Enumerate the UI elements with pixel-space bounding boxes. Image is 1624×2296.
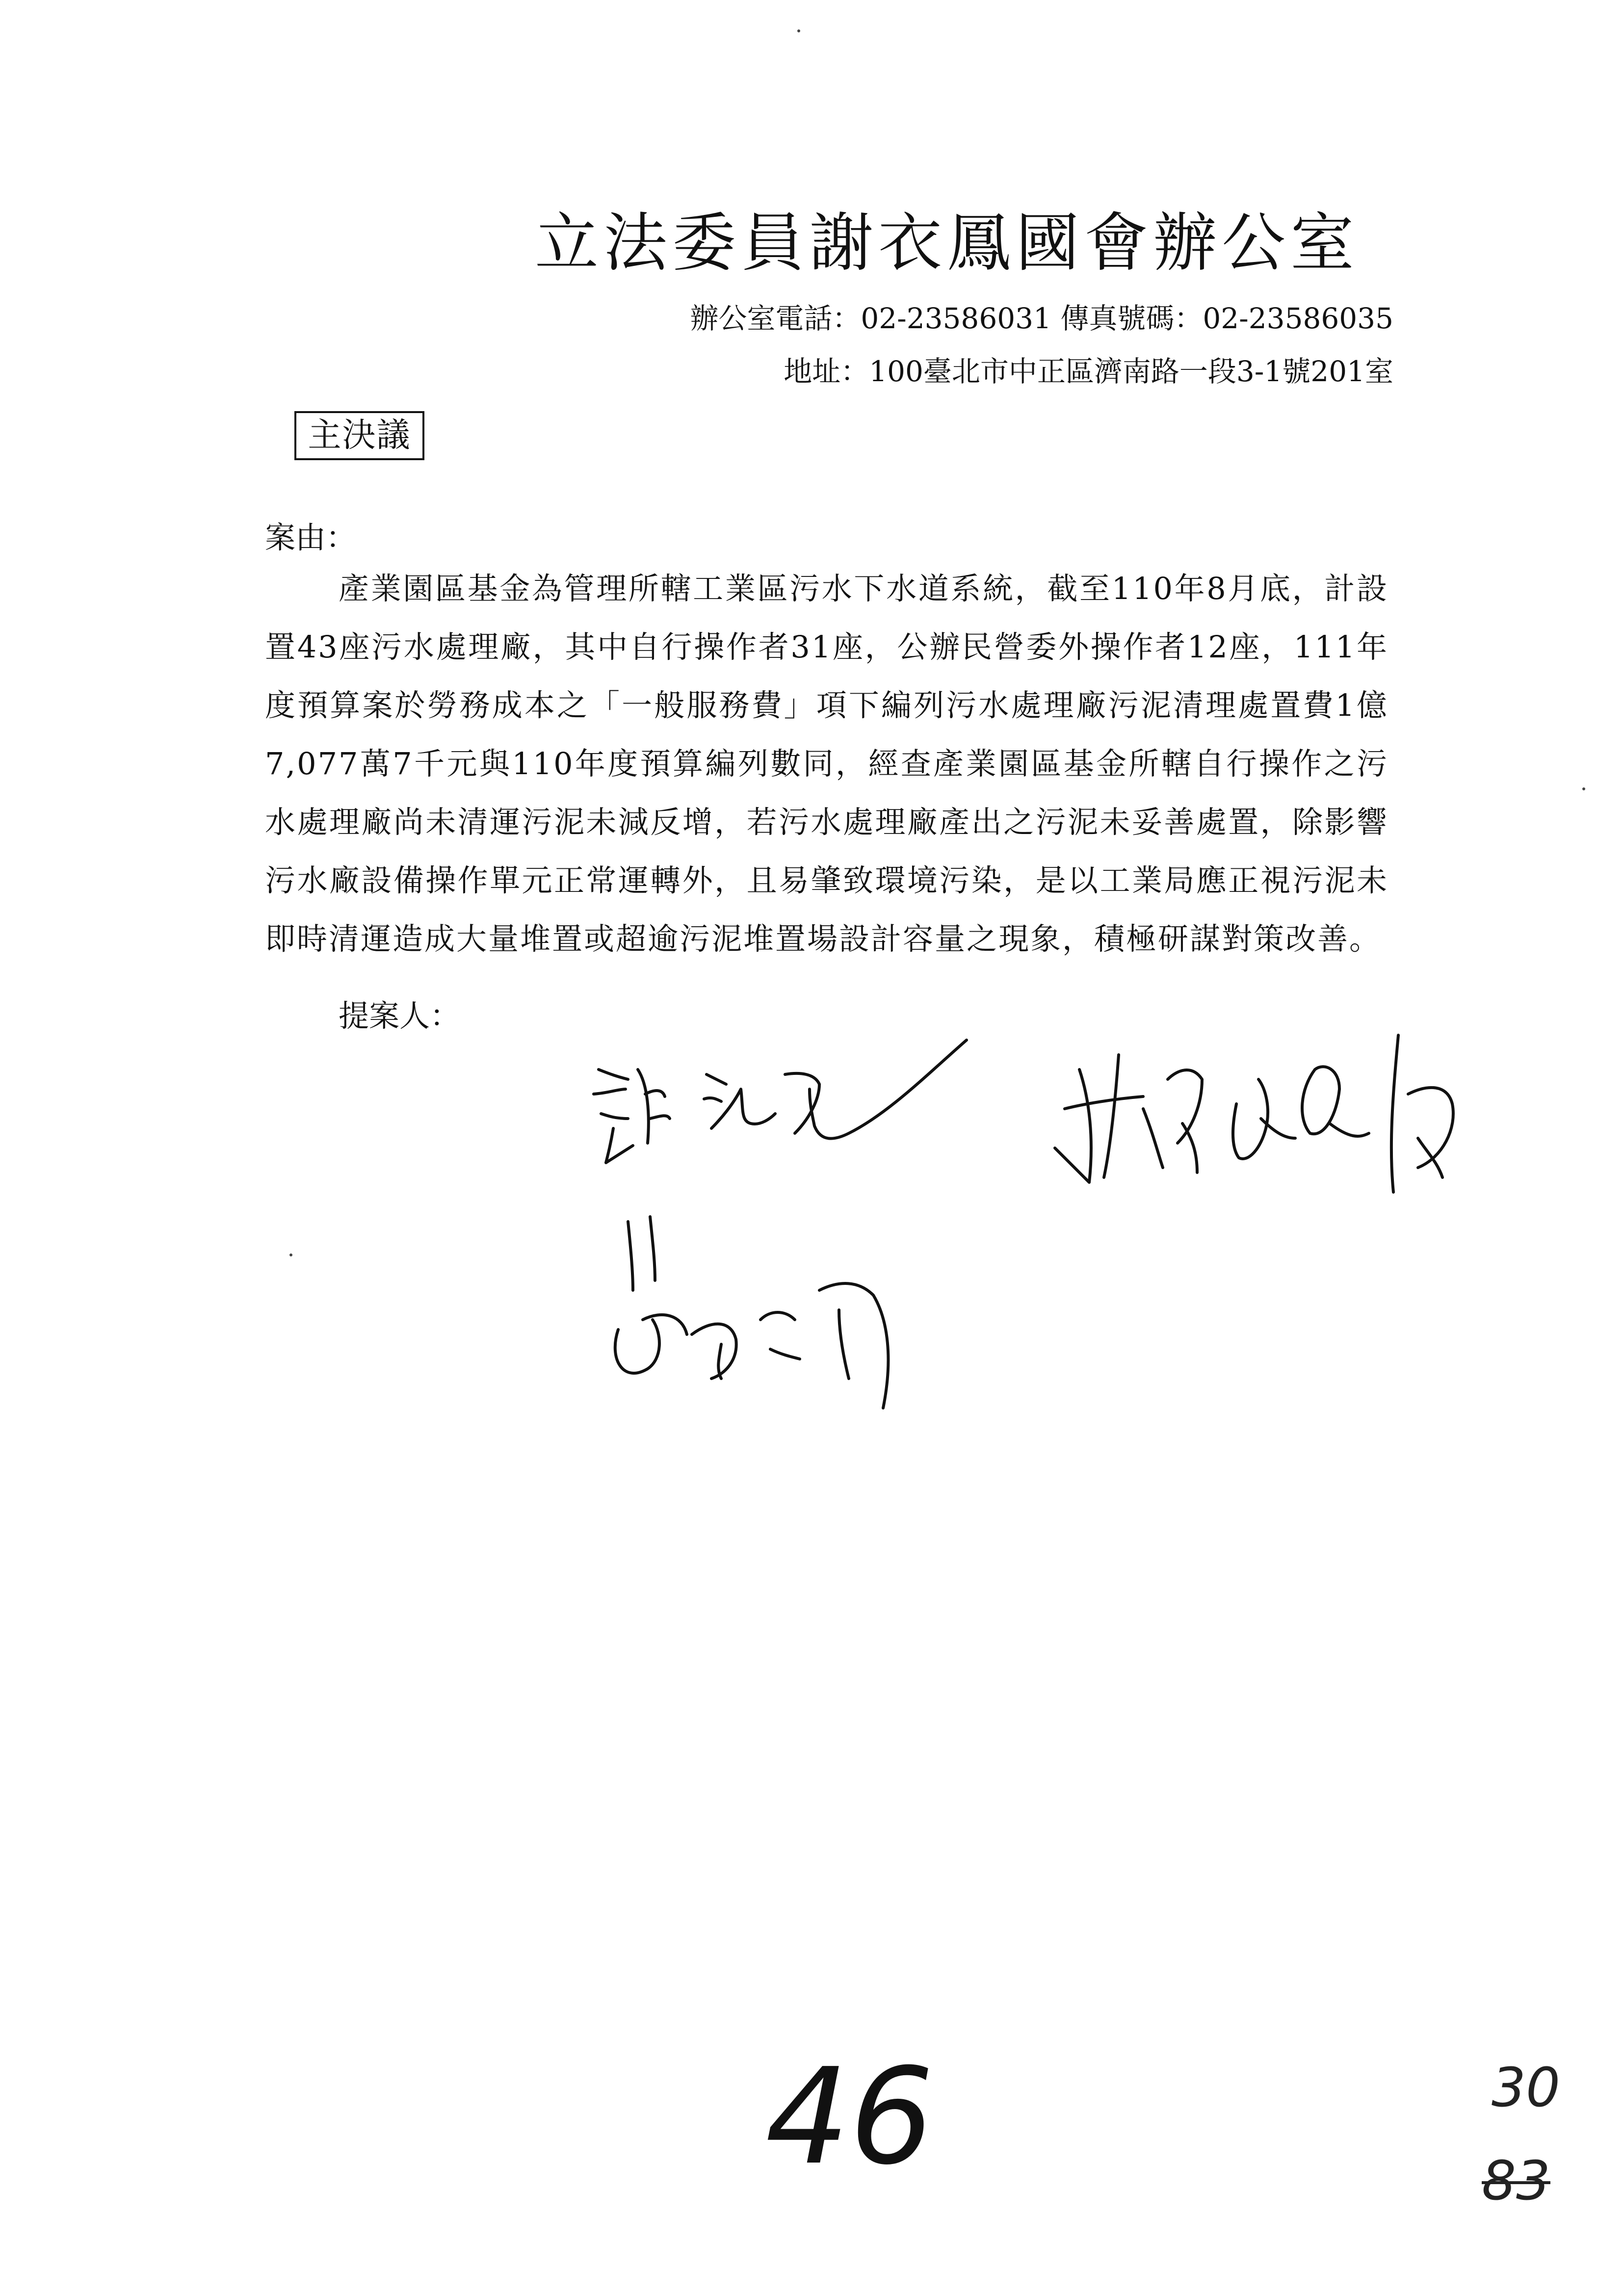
proposer-label: 提案人： — [339, 998, 461, 1034]
signature-stroke — [1055, 1055, 1143, 1182]
scan-speck — [289, 1253, 292, 1256]
signature-stroke — [704, 1074, 775, 1128]
scan-speck — [797, 29, 800, 32]
reason-body: 產業園區基金為管理所轄工業區污水下水道系統，截至110年8月底，計設置43座污水處理廠，其中自行操作者31座，公辦民營委外操作者12座，111年度預算案於勞務成本之「一般服務費」項下編列污水處理廠污泥清理處置費1億7,077萬7千元與110年度預算編列數同，經查產業園區基金所轄自行操作之污水處理廠尚未清運污泥未減反增，若污水處理廠產出之污泥未妥善處置，除影響污水廠設備操作單元正常運轉外，且易肇致環境污染，是以工業局應正視污泥未即時清運造成大量堆置或超逾污泥堆置場設計容量之現象，積極研謀對策改善。 — [265, 571, 1388, 957]
margin-note-top: 30 — [1492, 2056, 1560, 2119]
main-resolution-label: 主決議 — [294, 411, 424, 460]
contact-address-line: 地址：100臺北市中正區濟南路一段3-1號201室 — [784, 355, 1393, 388]
signature-stroke — [760, 1312, 800, 1359]
signature-stroke — [785, 1040, 967, 1139]
scan-speck — [1582, 787, 1585, 790]
signature-stroke — [628, 1217, 655, 1290]
signature-stroke — [638, 1070, 670, 1143]
signature-stroke — [1391, 1035, 1453, 1192]
signature-stroke — [1143, 1070, 1202, 1173]
signature-stroke — [692, 1324, 736, 1379]
page-title: 立法委員謝衣鳳國會辦公室 — [535, 206, 1360, 280]
signature-stroke — [1233, 1079, 1295, 1159]
signature-stroke — [819, 1283, 888, 1408]
signature-stroke — [1302, 1067, 1369, 1136]
contact-phone-line: 辦公室電話：02-23586031 傳真號碼：02-23586035 — [690, 302, 1393, 335]
handwritten-signatures — [564, 1016, 1521, 1433]
signature-stroke — [615, 1315, 687, 1373]
reason-heading: 案由： — [265, 520, 357, 555]
signature-stroke — [594, 1070, 633, 1163]
margin-note-bottom: 83 — [1482, 2149, 1550, 2212]
page-number: 46 — [765, 2039, 934, 2194]
